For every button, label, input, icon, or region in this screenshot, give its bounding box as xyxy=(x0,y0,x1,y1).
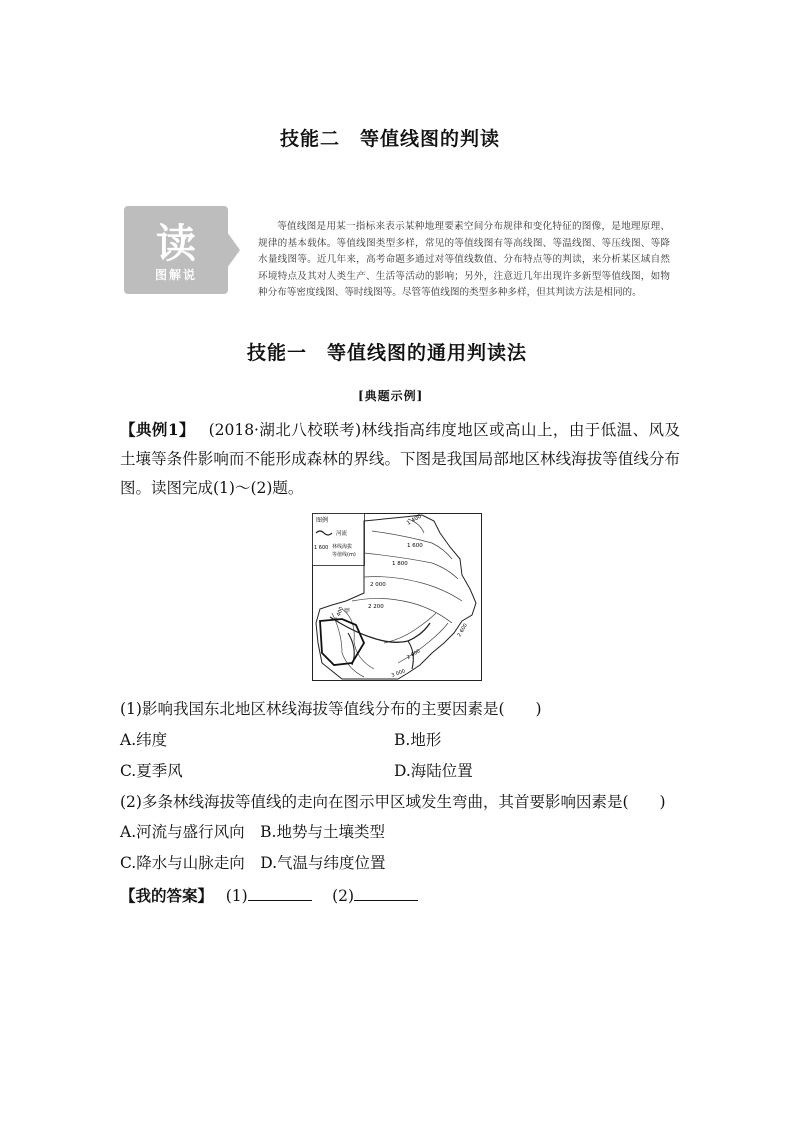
answer-2-label: (2) xyxy=(332,887,355,905)
example-section-label: [典题示例] xyxy=(358,389,424,403)
contour-label: 2 600 xyxy=(456,622,469,638)
example-label: 【典例1】 xyxy=(120,420,188,439)
contour-label: 1 400 xyxy=(406,513,423,527)
contour-label: 2 800 xyxy=(406,648,422,661)
legend-line-text1: 林线海拔 xyxy=(332,544,353,550)
contour-label: 2 000 xyxy=(370,582,386,588)
section-title-skill-2: 技能二 等值线图的判读 xyxy=(280,128,501,150)
legend-line-text2: 等值线(m) xyxy=(332,552,356,558)
q1-option-c[interactable]: C.夏季风 xyxy=(120,762,183,780)
answer-row xyxy=(120,884,418,906)
example-text: 林线指高纬度地区或高山上，由于低温、风及土壤等条件影响而不能形成森林的界线。下图是我国局部地区林线海拔等值线分布图。读图完成(1)～(2)题。 xyxy=(120,421,680,497)
section-title-skill-1: 技能一 等值线图的通用判读法 xyxy=(247,342,528,364)
q1-option-a[interactable]: A.纬度 xyxy=(120,731,168,749)
answer-2-blank[interactable] xyxy=(354,886,418,901)
contour-label: 1 800 xyxy=(392,561,408,567)
intro-paragraph: 等值线图是用某一指标来表示某种地理要素空间分布规律和变化特征的图像，是地理原理、规律的基本载体。等值线图类型多样，常见的等值线图有等高线图、等温线图、等压线图、等降水量线图等。近几年来，高考命题多通过对等值线数值、分布特点等的判读，来分析某区域自然环境特点及其对人类生产、生活等活动的影响；另外，注意近几年出现许多新型等值线图，如物种分布等密度线图、等时线图等。尽管等值线图的类型多种多样，但其判读方法是相同的。 xyxy=(258,221,670,298)
q1-option-d[interactable]: D.海陆位置 xyxy=(394,762,473,780)
badge-arrow-icon xyxy=(227,232,240,268)
badge-char: 读 xyxy=(156,220,196,267)
answer-label: 【我的答案】 xyxy=(120,886,206,905)
contour-label: 2 200 xyxy=(368,604,384,610)
answer-1-blank[interactable] xyxy=(248,886,312,901)
contour-label: 2 400 xyxy=(334,606,345,622)
question-2-stem: (2)多条林线海拔等值线的走向在图示甲区域发生弯曲，其首要影响因素是( ) xyxy=(120,793,666,811)
q1-option-b[interactable]: B.地形 xyxy=(394,731,442,749)
contour-label: 3 000 xyxy=(390,668,407,679)
forest-line-map xyxy=(312,513,482,681)
legend-title: 图例 xyxy=(316,517,329,524)
region-jia-label: 甲 xyxy=(344,608,351,615)
legend-line-value: 1 600 xyxy=(314,545,329,551)
question-1-stem: (1)影响我国东北地区林线海拔等值线分布的主要因素是( ) xyxy=(120,700,542,718)
q2-options-ab[interactable]: A.河流与盛行风向 B.地势与土壤类型 xyxy=(120,823,385,841)
badge-subtitle: 图解说 xyxy=(154,268,197,282)
example-paragraph xyxy=(120,415,680,503)
read-badge xyxy=(124,206,240,294)
answer-1-label: (1) xyxy=(225,887,248,905)
q2-options-cd[interactable]: C.降水与山脉走向 D.气温与纬度位置 xyxy=(120,854,386,872)
example-source: (2018·湖北八校联考) xyxy=(208,421,362,439)
contour-label: 1 600 xyxy=(407,543,423,549)
legend-river-label: 河流 xyxy=(336,531,348,537)
